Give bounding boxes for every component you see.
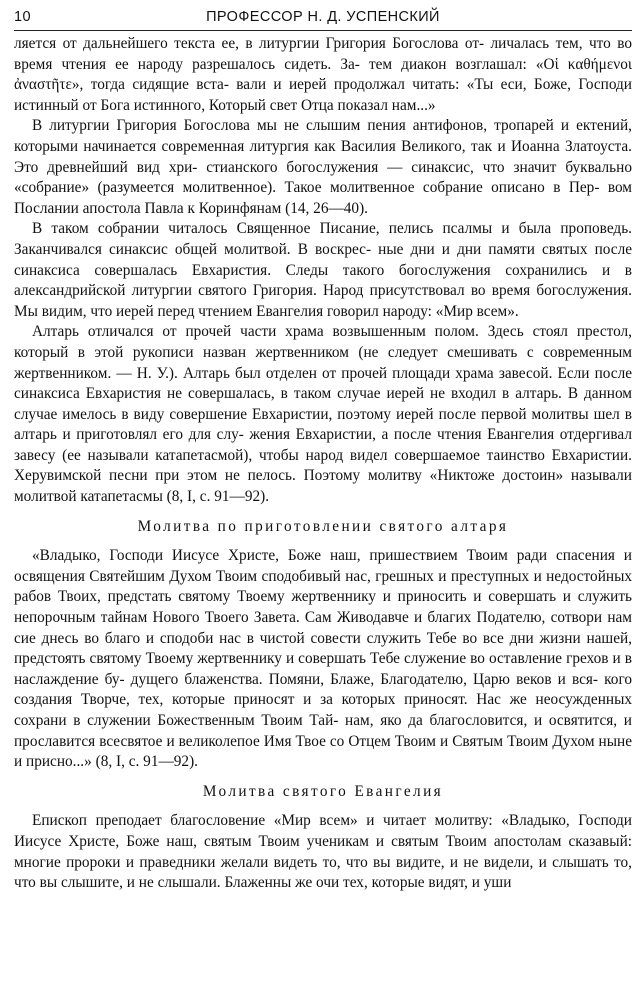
section-heading-altar-prayer: Молитва по приготовлении святого алтаря [137, 517, 509, 535]
page-body [14, 34, 632, 894]
paragraph: В литургии Григория Богослова мы не слышим пения антифонов, тропарей и ектений, которыми начинается современная литургия как Василия Великого, так и Иоанна Златоуста. Это древнейший вид хри- стианского богослужения — синаксис, что значит буквально «собрание» (разумеется молитвенное). Такое молитвенное собрание описано в Пер- вом Послании апостола Павла к Коринфянам (14, 26—40). [14, 117, 632, 217]
running-header [14, 6, 632, 31]
book-page [14, 6, 632, 894]
paragraph-continued: ляется от дальнейшего текста ее, в литургии Григория Богослова от- личалась тем, что во время чтения ее народу разрешалось сидеть. За- тем диакон возглашал: «Οἱ καθήμενοι ἀναστῆτε», тогда сидящие вста- вали и иерей продолжал читать: «Ты еси, Боже, Господи истинный от Бога истинного, Который свет Отца показал нам...» [14, 35, 632, 114]
page-number: 10 [14, 9, 31, 25]
prayer-text: Епископ преподает благословение «Мир всем» и читает молитву: «Владыко, Господи Иисусе Христе, Боже наш, святым Твоим ученикам и святым Твоим апостолам сказавый: многие пророки и праведники желали видеть то, что вы видите, и не видели, и слышать то, что вы слышите, и не слышали. Блаженны же очи тех, которые видят, и уши [14, 812, 632, 892]
section-heading-gospel-prayer: Молитва святого Евангелия [202, 782, 444, 800]
prayer-text: «Владыко, Господи Иисусе Христе, Боже наш, пришествием Твоим ради спасения и освящения Святейшим Духом Твоим сподобивый нас, грешных и преступных и недостойных рабов Твоих, предстать святому Твоему жертвеннику и приносить и совершать и служить непорочным тайнам Нового Твоего Завета. Сам Живодавче и благих Подателю, сотвори нам сие днесь во благо и сподоби нас в чистой совести служить Тебе во все дни жизни нашей, предстоять святому Твоему жертвеннику и совершать Тебе служение во оставление грехов и в наслаждение бу- дущего блаженства. Помяни, Блаже, Благодателю, Царю веков и вся- кого создания Творче, тех, которые приносят и за которых приносят. Нас же неосужденных сохрани в служении Божественным Твоим Тай- нам, яко да благословится, и освятится, и прославится всесвятое и великолепое Имя Твое со Отцем Твоим и Святым Твоим Духом ныне и присно...» (8, I, с. 91—92). [14, 547, 632, 771]
running-title: ПРОФЕССОР Н. Д. УСПЕНСКИЙ [206, 9, 440, 25]
paragraph: Алтарь отличался от прочей части храма возвышенным полом. Здесь стоял престол, который в этой рукописи назван жертвенником (не следует смешивать с современным жертвенником. — Н. У.). Алтарь был отделен от прочей площади храма завесой. Если после синаксиса Евхаристия не совершалась, в таком случае иерей не входил в алтарь. В данном случае имелось в виду совершение Евхаристии, поэтому иерей после первой молитвы шел в алтарь и приготовлял его для слу- жения Евхаристии, а после чтения Евангелия отдергивал завесу (ее называли катапетасмой), чтобы народ видел совершаемое таинство Евхаристии. Херувимской песни при этом не пелось. Поэтому молитву «Никтоже достоин» называли молитвой катапетасмы (8, I, с. 91—92). [14, 323, 632, 506]
paragraph: В таком собрании читалось Священное Писание, пелись псалмы и была проповедь. Заканчивался синаксис общей молитвой. В воскрес- ные дни и дни памяти святых после синаксиса совершалась Евхаристия. Следы такого богослужения сохранились и в александрийской литургии святого Григория. Народ присутствовал во время богослужения. Мы видим, что иерей перед чтением Евангелия говорил народу: «Мир всем». [14, 220, 632, 320]
